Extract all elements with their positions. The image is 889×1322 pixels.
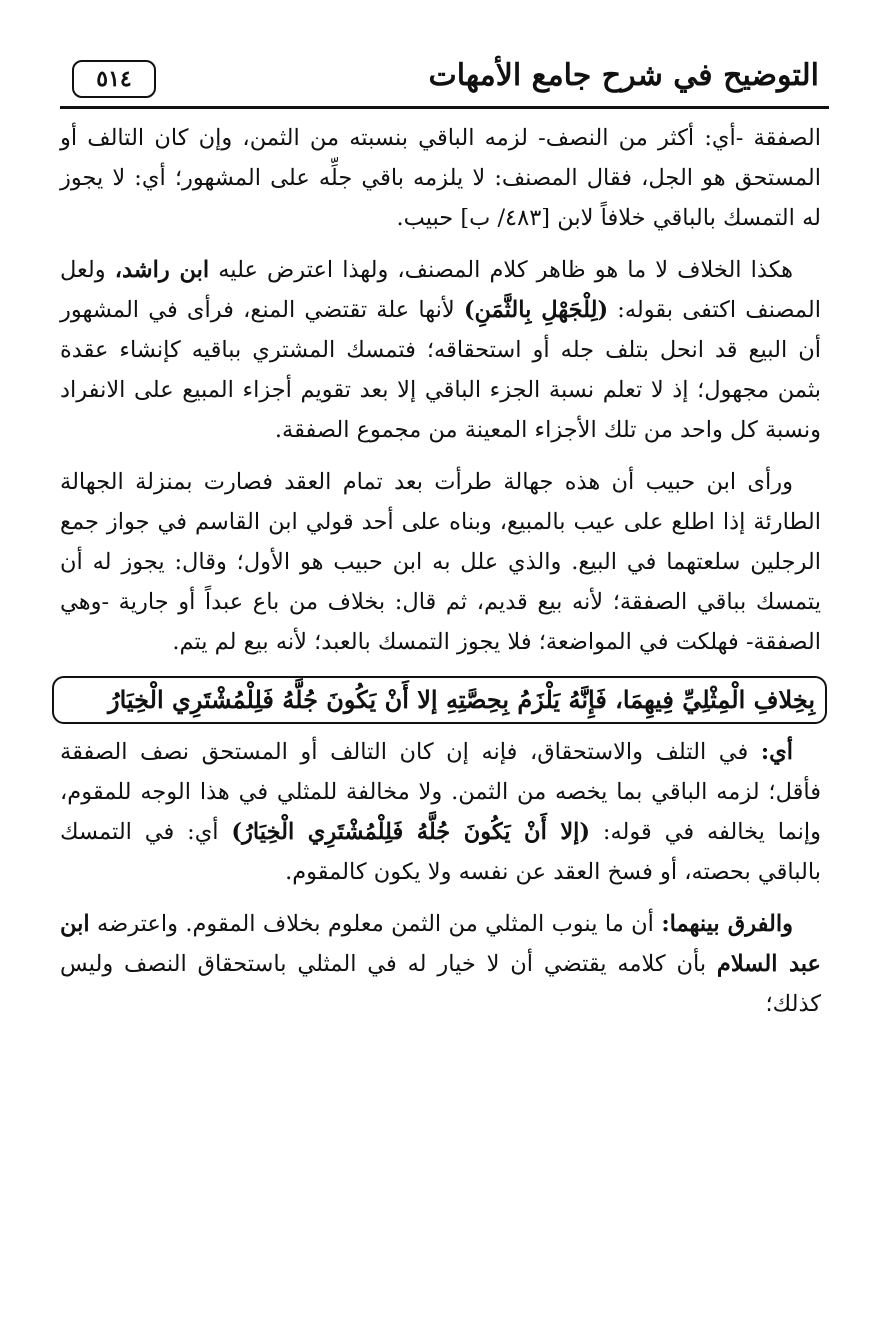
paragraph-2-segment-3: ولعل المصنف اكتفى بقوله: [60,257,821,323]
paragraph-4 [60,732,821,892]
paragraph-1-segment-1: الصفقة -أي: أكثر من النصف- لزمه الباقي بنسبته من الثمن، وإن كان التالف أو المستحق هو الجل، فقال المصنف: لا يلزمه باقي جلِّه على المشهور؛ أي: لا يجوز له التمسك بالباقي خلافاً لابن [٤٨٣/ ب] حبيب. [60,125,821,231]
header-rule [60,106,829,109]
page-number-box: ٥١٤ [72,60,156,98]
paragraph-5-segment-4: بأن كلامه يقتضي أن لا خيار له في المثلي باستحقاق النصف وليس كذلك؛ [60,951,821,1017]
paragraph-1 [60,118,821,238]
page-header [60,52,829,112]
matn-text-box: بِخِلافِ الْمِثْلِيِّ فِيهِمَا، فَإِنَّهُ يَلْزَمُ بِحِصَّتِهِ إلا أَنْ يَكُونَ جُلَّهُ فَلِلْمُشْتَرِي الْخِيَارُ [52,676,827,724]
paragraph-2-segment-2: ابن راشد، [114,257,210,283]
paragraph-4-segment-2: في التلف والاستحقاق، فإنه إن كان التالف أو المستحق نصف الصفقة فأقل؛ لزمه الباقي بما يخصه من الثمن. ولا مخالفة للمثلي في هذا الوجه للمقوم، وإنما يخالفه في قوله: [60,739,821,845]
paragraph-3 [60,462,821,662]
page-body [60,118,821,1036]
paragraph-5 [60,904,821,1024]
paragraph-3-segment-1: ورأى ابن حبيب أن هذه جهالة طرأت بعد تمام العقد فصارت بمنزلة الجهالة الطارئة إذا اطلع على عيب بالمبيع، وبناه على أحد قولي ابن القاسم في جواز جمع الرجلين سلعتهما في البيع. والذي علل به ابن حبيب هو الأول؛ وقال: يجوز له أن يتمسك بباقي الصفقة؛ لأنه بيع قديم، ثم قال: بخلاف من باع عبداً أو جارية -وهي الصفقة- فهلكت في المواضعة؛ فلا يجوز التمسك بالعبد؛ لأنه بيع لم يتم. [60,469,821,655]
paragraph-5-segment-2: أن ما ينوب المثلي من الثمن معلوم بخلاف المقوم. واعترضه [89,911,662,937]
paragraph-5-segment-3: ابن عبد السلام [60,911,821,977]
paragraph-4-segment-4: أي: في التمسك بالباقي بحصته، أو فسخ العقد عن نفسه ولا يكون كالمقوم. [60,819,821,885]
book-title: التوضيح في شرح جامع الأمهات [428,58,819,93]
paragraph-2-segment-5: لأنها علة تقتضي المنع، فرأى في المشهور أن البيع قد انحل بتلف جله أو استحقاقه؛ فتمسك المشتري بباقيه كإنشاء عقدة بثمن مجهول؛ إذ لا تعلم نسبة الجزء الباقي إلا بعد تقويم أجزاء المبيع على الانفراد ونسبة كل واحد من تلك الأجزاء المعينة من مجموع الصفقة. [60,297,821,443]
paragraph-2-segment-1: هكذا الخلاف لا ما هو ظاهر كلام المصنف، ولهذا اعترض عليه [209,257,793,283]
paragraph-4-segment-1: أي: [760,739,793,765]
paragraph-5-segment-1: والفرق بينهما: [661,911,793,937]
paragraph-2-segment-4: (لِلْجَهْلِ بِالثَّمَنِ) [463,297,609,323]
paragraph-2 [60,250,821,450]
paragraph-4-segment-3: (إلا أَنْ يَكُونَ جُلَّهُ فَلِلْمُشْتَرِي الْخِيَارُ) [231,819,591,845]
